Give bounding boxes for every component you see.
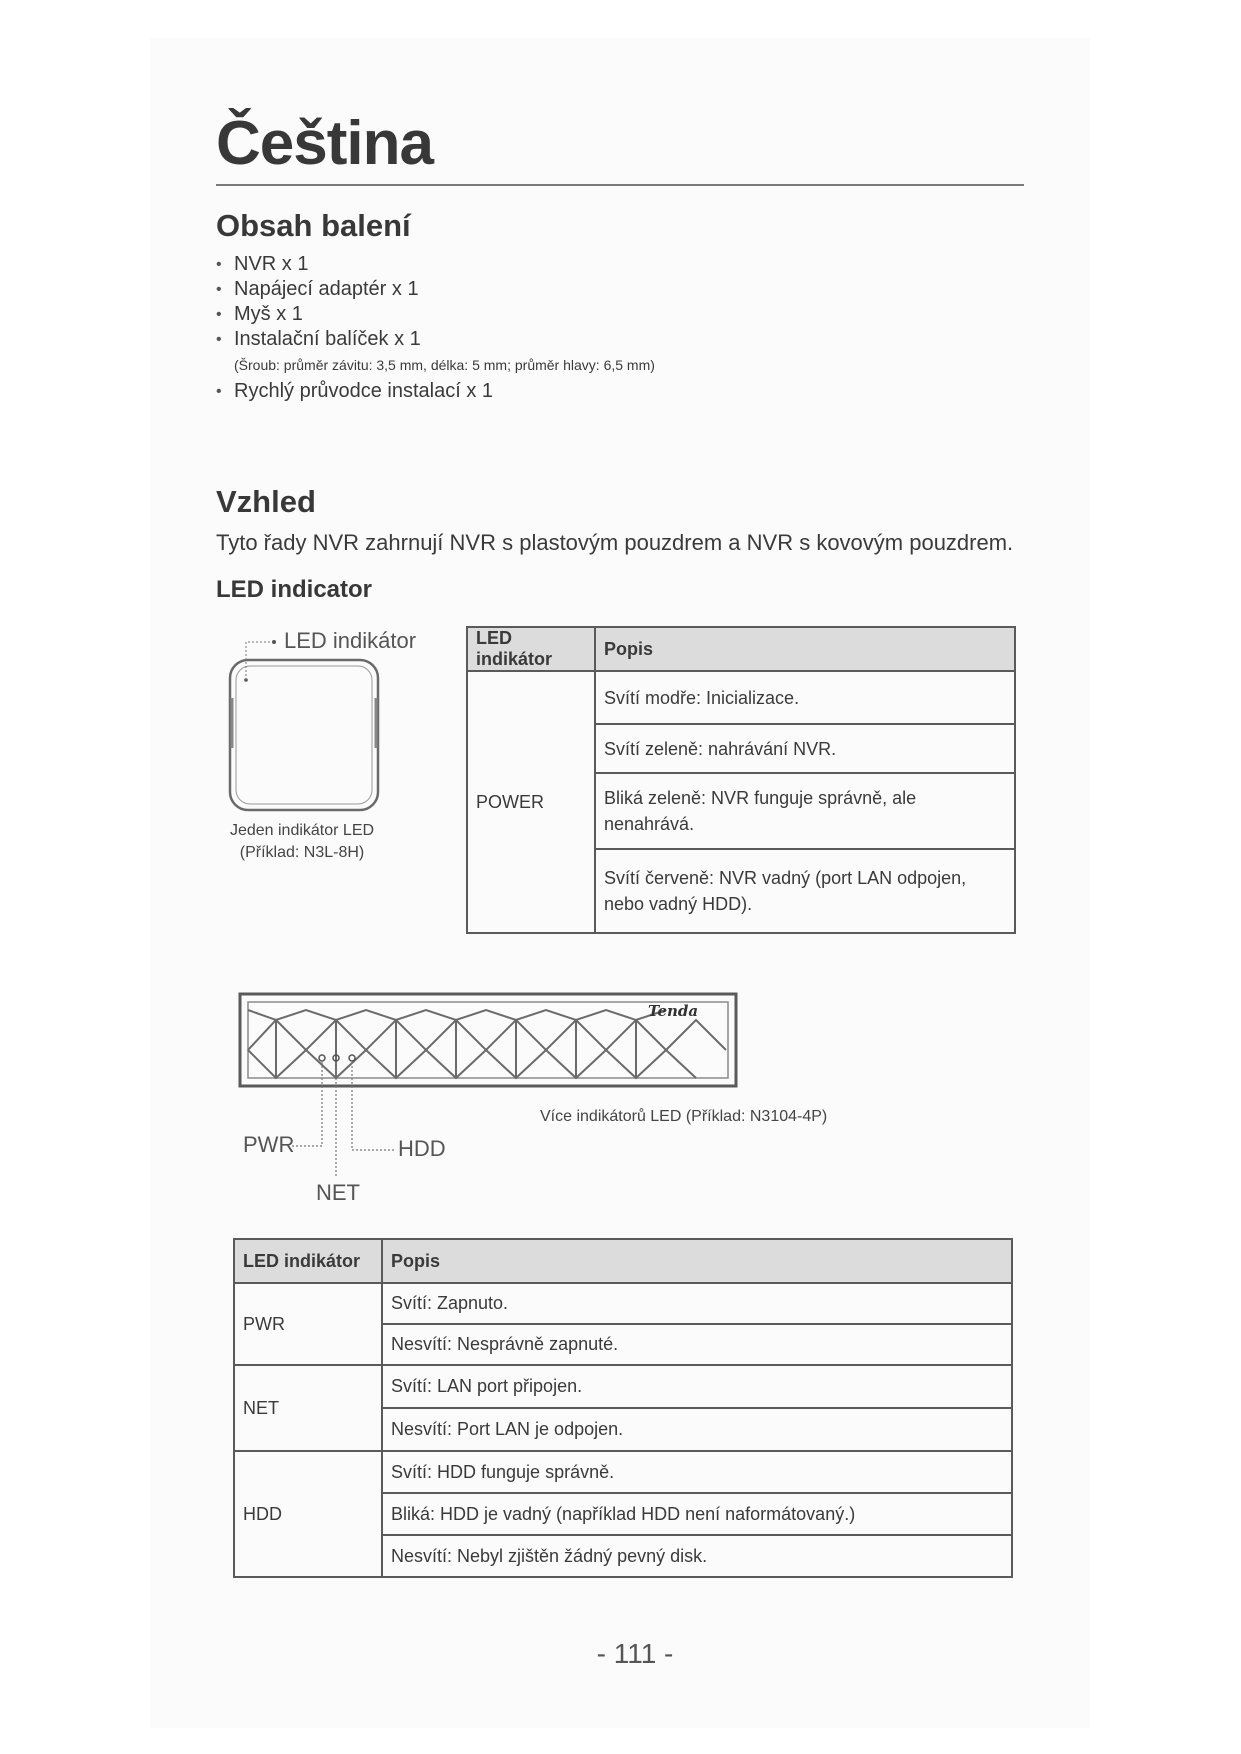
hdd-led-icon: [349, 1055, 355, 1061]
appearance-heading: Vzhled: [216, 484, 316, 519]
description-cell: Svítí: LAN port připojen.: [382, 1365, 1012, 1408]
table-header: Popis: [595, 627, 1015, 671]
table-row: [234, 1283, 1012, 1324]
description-cell: Svítí červeně: NVR vadný (port LAN odpojen, nebo vadný HDD).: [595, 849, 1015, 933]
single-led-callout: LED indikátor: [284, 628, 417, 653]
hdd-callout: HDD: [398, 1136, 446, 1161]
multi-led-device-illustration: [236, 990, 742, 1210]
description-cell: Bliká zeleně: NVR funguje správně, ale nenahrává.: [595, 773, 1015, 849]
single-led-table: [466, 626, 1016, 934]
page-number: - 111 -: [596, 1638, 674, 1669]
pwr-callout: PWR: [243, 1132, 295, 1157]
package-item: • Napájecí adaptér x 1: [216, 277, 655, 302]
description-cell: Nesvítí: Port LAN je odpojen.: [382, 1408, 1012, 1451]
table-row: [234, 1365, 1012, 1408]
description-cell: Nesvítí: Nebyl zjištěn žádný pevný disk.: [382, 1535, 1012, 1577]
indicator-cell: POWER: [467, 671, 595, 933]
package-item: • Instalační balíček x 1: [216, 327, 655, 352]
description-cell: Svítí: HDD funguje správně.: [382, 1451, 1012, 1493]
appearance-intro: Tyto řady NVR zahrnují NVR s plastovým pouzdrem a NVR s kovovým pouzdrem.: [216, 530, 1014, 555]
indicator-cell: HDD: [234, 1451, 382, 1577]
package-heading: Obsah balení: [216, 208, 411, 243]
description-cell: Svítí: Zapnuto.: [382, 1283, 1012, 1324]
single-led-caption-line1: Jeden indikátor LED: [229, 822, 375, 839]
package-item: • Rychlý průvodce instalací x 1: [216, 379, 655, 404]
net-callout: NET: [316, 1180, 360, 1205]
title-divider: [216, 184, 1024, 186]
page-title: Čeština: [216, 109, 433, 178]
table-row: [467, 671, 1015, 724]
table-header: LED indikátor: [467, 627, 595, 671]
description-cell: Svítí modře: Inicializace.: [595, 671, 1015, 724]
description-cell: Nesvítí: Nesprávně zapnuté.: [382, 1324, 1012, 1365]
table-header: LED indikátor: [234, 1239, 382, 1283]
package-item: • Myš x 1: [216, 302, 655, 327]
multi-led-table: [233, 1238, 1013, 1578]
package-item: • NVR x 1: [216, 252, 655, 277]
pwr-led-icon: [319, 1055, 325, 1061]
single-led-caption-line2: (Příklad: N3L-8H): [239, 844, 365, 861]
screw-note: (Šroub: průměr závitu: 3,5 mm, délka: 5 mm; průměr hlavy: 6,5 mm): [234, 357, 655, 373]
description-cell: Svítí zeleně: nahrávání NVR.: [595, 724, 1015, 773]
indicator-cell: PWR: [234, 1283, 382, 1365]
table-header: Popis: [382, 1239, 1012, 1283]
multi-led-caption: Více indikátorů LED (Příklad: N3104-4P): [540, 1108, 828, 1125]
single-led-device-illustration: [220, 628, 400, 818]
led-indicator-heading: LED indicator: [216, 576, 373, 603]
description-cell: Bliká: HDD je vadný (například HDD není naformátovaný.): [382, 1493, 1012, 1535]
indicator-cell: NET: [234, 1365, 382, 1451]
package-list: [216, 252, 655, 404]
brand-logo: Tenda: [648, 1002, 699, 1020]
table-row: [234, 1451, 1012, 1493]
